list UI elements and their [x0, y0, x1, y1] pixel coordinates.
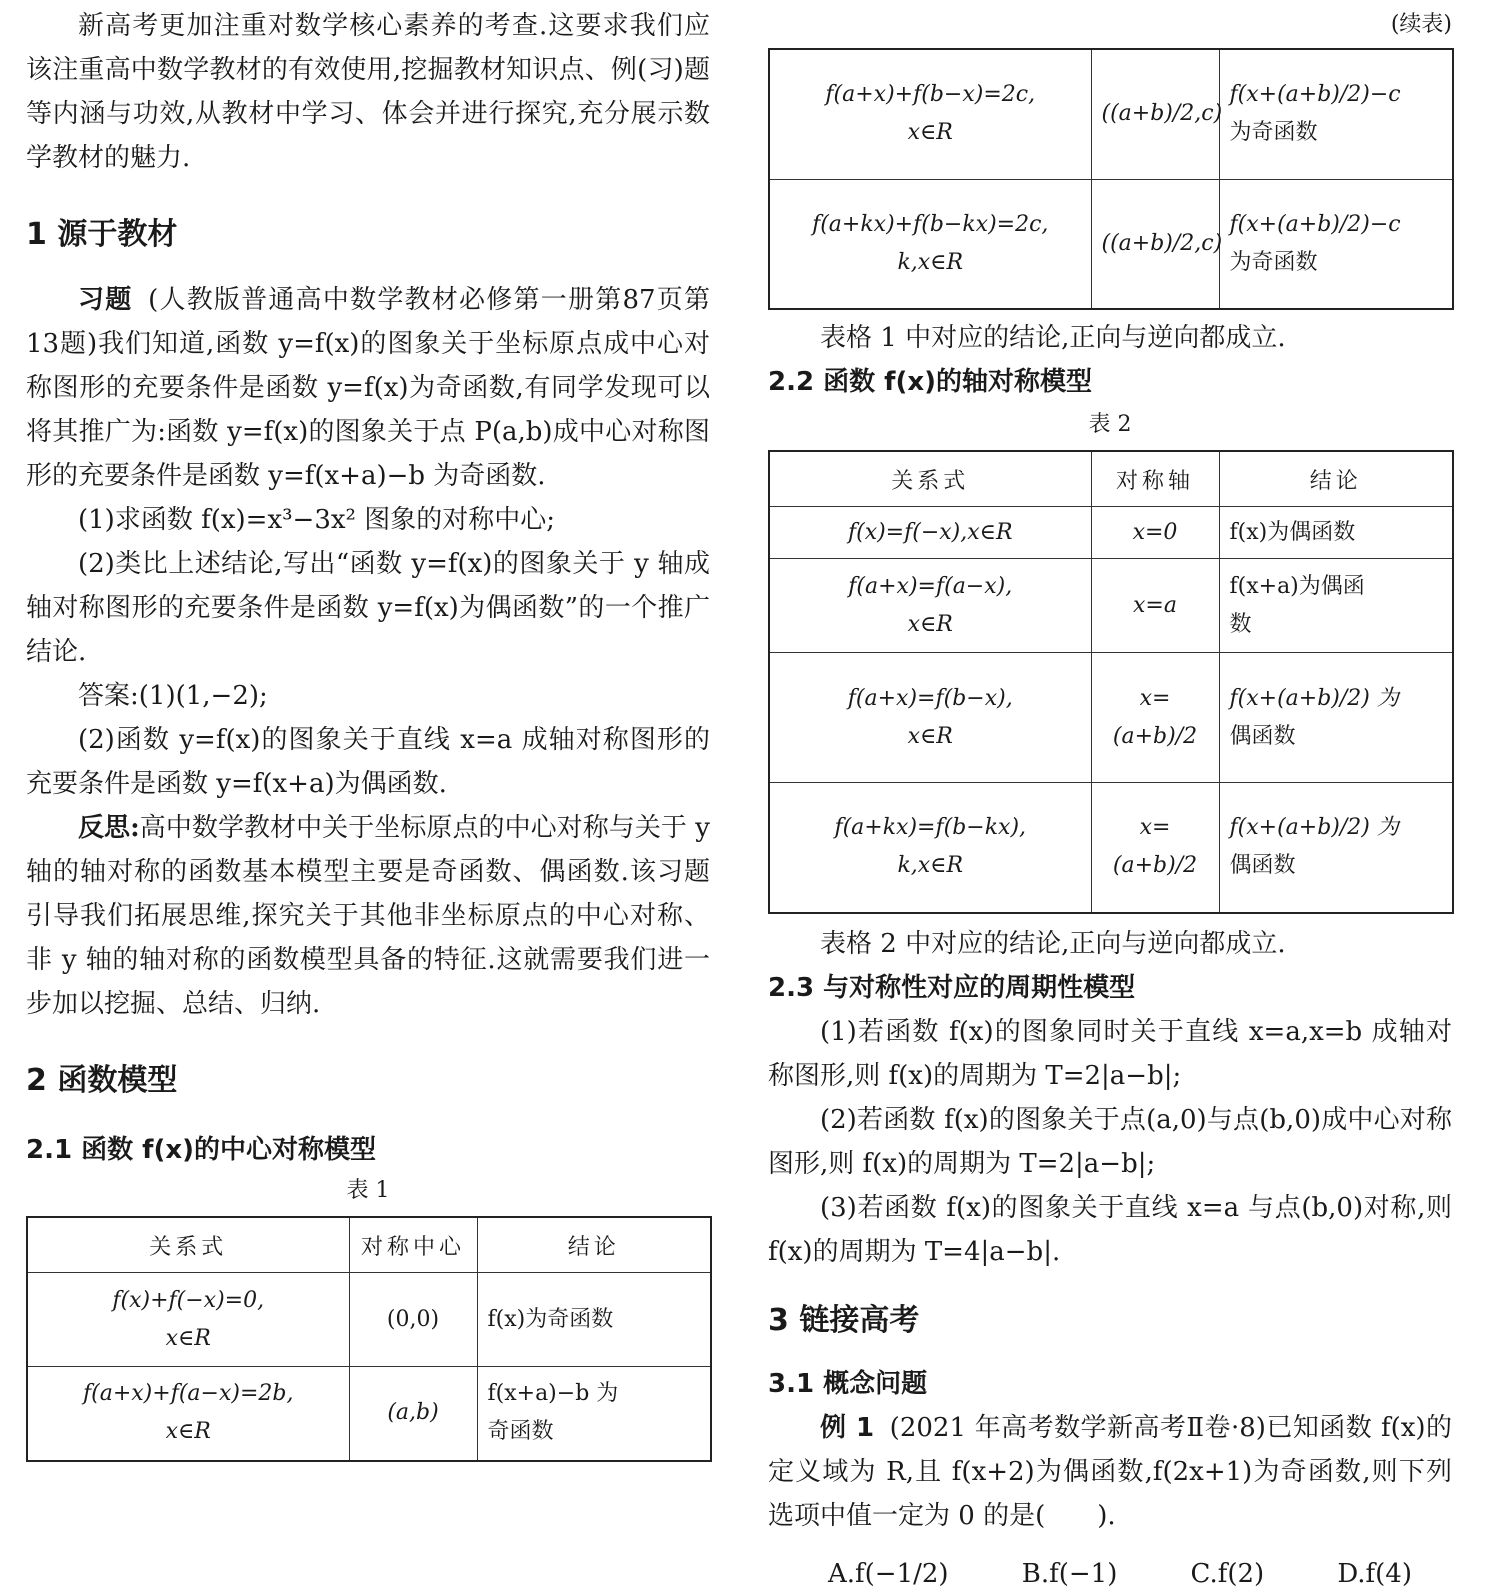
conclusion-line-2: 偶函数 — [1229, 853, 1296, 879]
table-cell-relation — [769, 49, 1091, 179]
example-1-paragraph — [768, 1406, 1452, 1538]
table-cell-relation — [27, 1273, 349, 1367]
relation-line-1: f(a+kx)=f(b−kx), — [834, 815, 1027, 841]
table-1-note: 表格 1 中对应的结论,正向与逆向都成立. — [820, 323, 1286, 353]
section-1-title: 1 源于教材 — [26, 217, 178, 252]
conclusion-line-2: 为奇函数 — [1229, 249, 1318, 275]
exercise-paragraph — [26, 278, 710, 498]
relation-line-2: x∈R — [907, 120, 953, 146]
table-2-header-relation: 关系式 — [769, 451, 1091, 507]
example-1-text: (2021 年高考数学新高考Ⅱ卷·8)已知函数 f(x)的定义域为 R,且 f(x+2)为偶函数,f(2x+1)为奇函数,则下列选项中值一定为 0 的是( ). — [768, 1412, 1452, 1531]
table-cell-axis: x=(a+b)/2 — [1091, 653, 1219, 783]
table-row — [769, 653, 1453, 783]
table-cell-axis: x=(a+b)/2 — [1091, 783, 1219, 913]
table-cell-center: (a,b) — [349, 1367, 477, 1461]
conclusion-line-1: f(x+(a+b)/2) 为 — [1229, 815, 1399, 841]
question-1: (1)求函数 f(x)=x³−3x² 图象的对称中心; — [78, 505, 555, 535]
reflection-label: 反思: — [78, 813, 140, 843]
section-2-3-title: 2.3 与对称性对应的周期性模型 — [768, 972, 1136, 1003]
relation-line-1: f(a+x)+f(b−x)=2c, — [825, 82, 1036, 108]
table-1 — [26, 1216, 712, 1462]
table-cell-conclusion — [477, 1273, 711, 1367]
table-cell-relation — [769, 179, 1091, 309]
option-d: D.f(4) — [1337, 1558, 1412, 1589]
exercise-text: (人教版普通高中数学教材必修第一册第87页第13题)我们知道,函数 y=f(x)的图象关于坐标原点成中心对称图形的充要条件是函数 y=f(x)为奇函数,有同学发现可以将其推广为:函数 y=f(x)的图象关于点 P(a,b)成中心对称图形的充要条件是函数 y=f(x+a)−b 为奇函数. — [26, 285, 710, 491]
table-cell-conclusion — [1219, 179, 1453, 309]
option-a: A.f(−1/2) — [828, 1558, 949, 1589]
table-continued-label: (续表) — [1390, 12, 1452, 37]
table-1-continued — [768, 48, 1454, 310]
conclusion-line-1: f(x)为偶函数 — [1229, 519, 1356, 545]
option-b: B.f(−1) — [1021, 1558, 1118, 1589]
table-2-header-conclusion: 结论 — [1219, 451, 1453, 507]
conclusion-line-1: f(x+(a+b)/2)−c — [1229, 82, 1401, 108]
table-2 — [768, 450, 1454, 914]
relation-line-2: k,x∈R — [897, 853, 964, 879]
table-cell-relation — [769, 783, 1091, 913]
conclusion-line-1: f(x+a)−b 为 — [487, 1381, 619, 1407]
relation-line-1: f(a+x)=f(a−x), — [848, 573, 1013, 599]
table-row — [769, 179, 1453, 309]
relation-line-1: f(x)+f(−x)=0, — [112, 1287, 265, 1313]
conclusion-line-1: f(x+a)为偶函 — [1229, 573, 1365, 599]
table-row — [27, 1273, 711, 1367]
table-row — [27, 1367, 711, 1461]
table-1-header-row — [27, 1217, 711, 1273]
section-2-title: 2 函数模型 — [26, 1063, 178, 1098]
table-cell-conclusion — [1219, 507, 1453, 559]
table-cell-conclusion — [1219, 49, 1453, 179]
question-2: (2)类比上述结论,写出“函数 y=f(x)的图象关于 y 轴成轴对称图形的充要条件是函数 y=f(x)为偶函数”的一个推广结论. — [26, 549, 710, 667]
table-1-caption: 表 1 — [346, 1178, 390, 1203]
answer-1: 答案:(1)(1,−2); — [78, 681, 268, 711]
relation-line-2: x∈R — [907, 723, 953, 749]
relation-line-1: f(a+x)+f(a−x)=2b, — [83, 1381, 294, 1407]
table-2-caption: 表 2 — [1088, 412, 1132, 437]
table-cell-relation — [769, 559, 1091, 653]
option-c: C.f(2) — [1190, 1558, 1265, 1589]
relation-line-2: x∈R — [165, 1325, 211, 1351]
answer-2: (2)函数 y=f(x)的图象关于直线 x=a 成轴对称图形的充要条件是函数 y=f(x+a)为偶函数. — [26, 725, 710, 799]
table-row — [769, 507, 1453, 559]
reflection-paragraph — [26, 806, 710, 1026]
relation-line-2: x∈R — [907, 611, 953, 637]
relation-line-1: f(x)=f(−x),x∈R — [847, 519, 1013, 545]
relation-line-1: f(a+x)=f(b−x), — [847, 685, 1013, 711]
period-rule-3: (3)若函数 f(x)的图象关于直线 x=a 与点(b,0)对称,则 f(x)的周期为 T=4|a−b|. — [768, 1192, 1452, 1267]
table-1-header-relation: 关系式 — [27, 1217, 349, 1273]
answer-options — [768, 1552, 1452, 1596]
table-cell-relation — [27, 1367, 349, 1461]
table-2-header-axis: 对称轴 — [1091, 451, 1219, 507]
table-cell-conclusion — [1219, 783, 1453, 913]
exercise-label: 习题 — [78, 285, 133, 315]
table-cell-conclusion — [477, 1367, 711, 1461]
intro-paragraph: 新高考更加注重对数学核心素养的考查.这要求我们应该注重高中数学教材的有效使用,挖掘教材知识点、例(习)题等内涵与功效,从教材中学习、体会并进行探究,充分展示数学教材的魅力. — [26, 11, 710, 173]
table-cell-center: (0,0) — [349, 1273, 477, 1367]
period-rule-1: (1)若函数 f(x)的图象同时关于直线 x=a,x=b 成轴对称图形,则 f(x)的周期为 T=2|a−b|; — [768, 1016, 1452, 1091]
section-3-title: 3 链接高考 — [768, 1302, 920, 1338]
table-cell-conclusion — [1219, 559, 1453, 653]
conclusion-line-2: 为奇函数 — [1229, 120, 1318, 146]
table-cell-axis: x=0 — [1091, 507, 1219, 559]
conclusion-line-2: 数 — [1229, 611, 1252, 637]
table-cell-center: ((a+b)/2,c) — [1091, 49, 1219, 179]
relation-line-2: k,x∈R — [897, 249, 964, 275]
table-cell-conclusion — [1219, 653, 1453, 783]
example-1-label: 例 1 — [820, 1412, 875, 1443]
conclusion-line-2: 奇函数 — [487, 1419, 554, 1445]
conclusion-line-1: f(x+(a+b)/2)−c — [1229, 211, 1401, 237]
table-cell-relation — [769, 653, 1091, 783]
reflection-text: 高中数学教材中关于坐标原点的中心对称与关于 y 轴的轴对称的函数基本模型主要是奇函数、偶函数.该习题引导我们拓展思维,探究关于其他非坐标原点的中心对称、非 y 轴的轴对称的函数模型具备的特征.这就需要我们进一步加以挖掘、总结、归纳. — [26, 813, 710, 1019]
table-row — [769, 49, 1453, 179]
relation-line-2: x∈R — [165, 1419, 211, 1445]
table-1-header-center: 对称中心 — [349, 1217, 477, 1273]
table-2-header-row — [769, 451, 1453, 507]
table-cell-center: ((a+b)/2,c) — [1091, 179, 1219, 309]
table-row — [769, 559, 1453, 653]
section-2-1-title: 2.1 函数 f(x)的中心对称模型 — [26, 1135, 377, 1165]
table-1-header-conclusion: 结论 — [477, 1217, 711, 1273]
table-2-note: 表格 2 中对应的结论,正向与逆向都成立. — [820, 928, 1286, 959]
table-cell-axis: x=a — [1091, 559, 1219, 653]
conclusion-line-1: f(x+(a+b)/2) 为 — [1229, 685, 1399, 711]
conclusion-line-2: 偶函数 — [1229, 723, 1296, 749]
table-row — [769, 783, 1453, 913]
relation-line-1: f(a+kx)+f(b−kx)=2c, — [812, 211, 1049, 237]
conclusion-line-1: f(x)为奇函数 — [487, 1306, 614, 1332]
right-column — [768, 0, 1452, 1596]
table-cell-relation — [769, 507, 1091, 559]
section-3-1-title: 3.1 概念问题 — [768, 1368, 928, 1399]
period-rule-2: (2)若函数 f(x)的图象关于点(a,0)与点(b,0)成中心对称图形,则 f(x)的周期为 T=2|a−b|; — [768, 1104, 1452, 1179]
section-2-2-title: 2.2 函数 f(x)的轴对称模型 — [768, 367, 1093, 397]
left-column — [26, 0, 710, 1462]
